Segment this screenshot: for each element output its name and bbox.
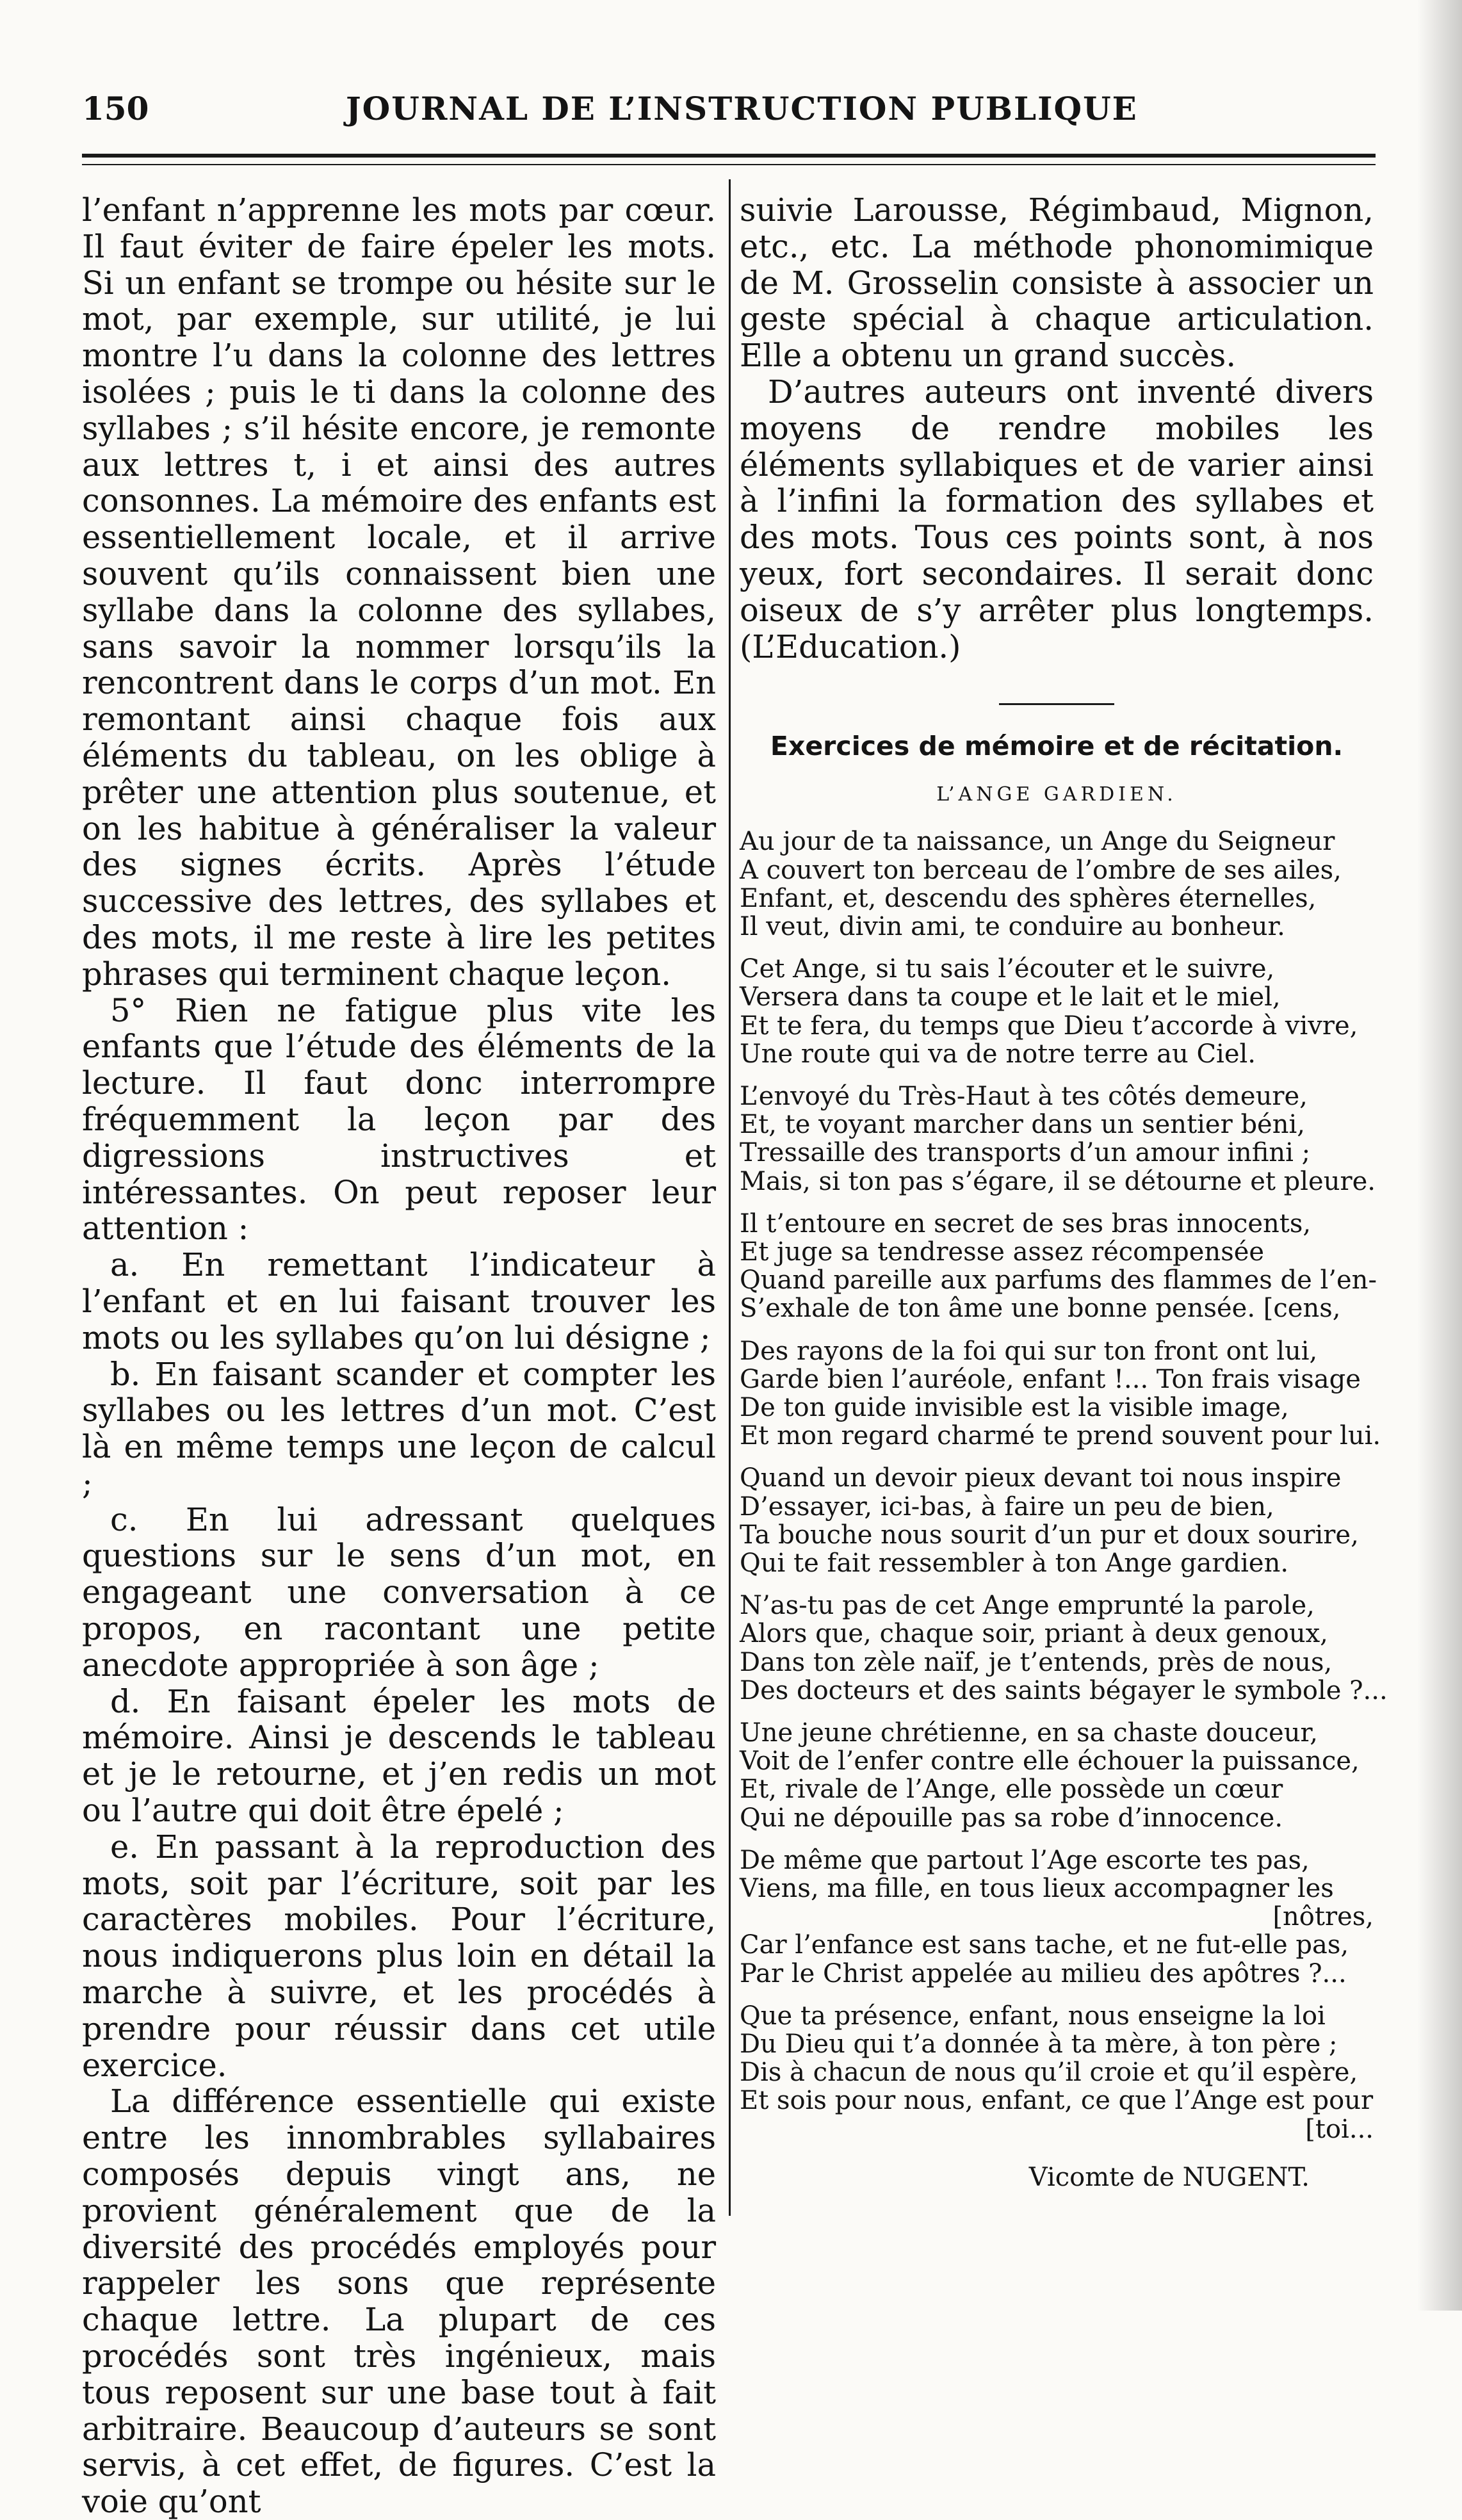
- stanza: [740, 955, 1374, 1068]
- poem-line: Quand pareille aux parfums des flammes de l’en-: [740, 1265, 1377, 1296]
- poem-line: Qui te fait ressembler à ton Ange gardien.: [740, 1549, 1289, 1579]
- stanza: [740, 2002, 1374, 2143]
- section-heading: Exercices de mémoire et de récitation.: [770, 731, 1344, 762]
- stanza: [740, 1464, 1374, 1577]
- poem-line: Des rayons de la foi qui sur ton front ont lui,: [740, 1336, 1318, 1366]
- paragraph: La différence essentielle qui existe entre les innombrables syllabaires composés depuis vingt ans, ne provient généralement que de la diversité des procédés employés pour rappeler les sons que représente chaque lettre. La plupart de ces procédés sont très ingénieux, mais tous reposent sur une base tout à fait arbitraire. Beaucoup d’auteurs se sont servis, à cet effet, de figures. C’est la voie qu’ont: [82, 2083, 716, 2520]
- poem-line: A couvert ton berceau de l’ombre de ses ailes,: [740, 855, 1342, 885]
- section-separator: [999, 703, 1114, 705]
- poem-line: Mais, si ton pas s’égare, il se détourne et pleure.: [740, 1166, 1376, 1196]
- stanza: [740, 1082, 1374, 1196]
- poem-line: Que ta présence, enfant, nous enseigne la loi: [740, 2001, 1326, 2031]
- poem-line: Et mon regard charmé te prend souvent pour lui.: [740, 1421, 1381, 1451]
- poem-line: Tressaille des transports d’un amour infini ;: [740, 1138, 1311, 1168]
- poem-line: Dis à chacun de nous qu’il croie et qu’il espère,: [740, 2058, 1358, 2088]
- poem-line: [nôtres,: [1272, 1902, 1374, 1932]
- stanza: [740, 1719, 1374, 1832]
- poem-line: S’exhale de ton âme une bonne pensée. [cens,: [740, 1294, 1341, 1324]
- poem-line: Versera dans ta coupe et le lait et le miel,: [740, 982, 1281, 1012]
- poem-line: Par le Christ appelée au milieu des apôtres ?...: [740, 1958, 1347, 1988]
- poem-line: Et sois pour nous, enfant, ce que l’Ange est pour: [740, 2086, 1374, 2116]
- poem-line: De même que partout l’Age escorte tes pas,: [740, 1845, 1310, 1875]
- stanza: [740, 1336, 1381, 1451]
- stanza: [740, 827, 1374, 941]
- stanza: [740, 1591, 1388, 1705]
- header-rule: [82, 154, 1376, 158]
- poem-line: Et juge sa tendresse assez récompensée: [740, 1237, 1265, 1267]
- poem-line: Voit de l’enfer contre elle échouer la puissance,: [740, 1746, 1360, 1776]
- stanza: [740, 1208, 1377, 1324]
- poem-line: [toi...: [1305, 2114, 1374, 2144]
- poem-line: Enfant, et, descendu des sphères éternelles,: [740, 883, 1317, 913]
- poem-line: Qui ne dépouille pas sa robe d’innocence.: [740, 1803, 1283, 1833]
- paragraph: D’autres auteurs ont inventé divers moyens de rendre mobiles les éléments syllabiques et de varier ainsi à l’infini la formation des syllabes et des mots. Tous ces points sont, à nos yeux, fort secondaires. Il serait donc oiseux de s’y arrêter plus longtemps. (L’Education.): [740, 373, 1374, 665]
- poem-line: Au jour de ta naissance, un Ange du Seigneur: [740, 827, 1335, 857]
- poem-line: Il veut, divin ami, te conduire au bonheur.: [740, 911, 1285, 941]
- left-column: [82, 192, 716, 2520]
- poem-line: Car l’enfance est sans tache, et ne fut-elle pas,: [740, 1930, 1349, 1960]
- running-title: JOURNAL DE L’INSTRUCTION PUBLIQUE: [346, 90, 1138, 127]
- poem-line: Et te fera, du temps que Dieu t’accorde à vivre,: [740, 1011, 1358, 1041]
- poem-title: L’ANGE GARDIEN.: [936, 783, 1177, 806]
- paragraph: 5° Rien ne fatigue plus vite les enfants que l’étude des éléments de la lecture. Il faut donc interrompre fréquemment la leçon par des digressions instructives et intéressantes. On peut reposer leur attention :: [82, 991, 716, 1248]
- poem-line: Ta bouche nous sourit d’un pur et doux sourire,: [740, 1520, 1359, 1550]
- poem-line: Garde bien l’auréole, enfant !... Ton frais visage: [740, 1364, 1361, 1394]
- poem: [740, 827, 1388, 2144]
- attribution: Vicomte de NUGENT.: [1028, 2162, 1310, 2192]
- poem-line: D’essayer, ici-bas, à faire un peu de bien,: [740, 1492, 1274, 1522]
- stanza: [740, 1846, 1374, 1988]
- poem-line: Des docteurs et des saints bégayer le symbole ?...: [740, 1675, 1388, 1705]
- paragraph: l’enfant n’apprenne les mots par cœur. Il faut éviter de faire épeler les mots. Si un enfant se trompe ou hésite sur le mot, par exemple, sur utilité, je lui montre l’u dans la colonne des lettres isolées ; puis le ti dans la colonne des syllabes ; s’il hésite encore, je remonte aux lettres t, i et ainsi des autres consonnes. La mémoire des enfants est essentiellement locale, et il arrive souvent qu’ils connaissent bien une syllabe dans la colonne des syllabes, sans savoir la nommer lorsqu’ils la rencontrent dans le corps d’un mot. En remontant ainsi chaque fois aux éléments du tableau, on les oblige à prêter une attention plus soutenue, et on les habitue à généraliser la valeur des signes écrits. Après l’étude successive des lettres, des syllabes et des mots, il me reste à lire les petites phrases qui terminent chaque leçon.: [82, 191, 716, 993]
- poem-line: Et, rivale de l’Ange, elle possède un cœur: [740, 1775, 1283, 1805]
- page-number: 150: [82, 90, 149, 127]
- list-item: b. En faisant scander et compter les syllabes ou les lettres d’un mot. C’est là en même temps une leçon de calcul ;: [82, 1355, 716, 1502]
- list-item: c. En lui adressant quelques questions sur le sens d’un mot, en engageant une conversation à ce propos, en racontant une petite anecdote appropriée à son âge ;: [82, 1500, 716, 1684]
- poem-line: Viens, ma fille, en tous lieux accompagner les: [740, 1874, 1334, 1904]
- list-item: a. En remettant l’indicateur à l’enfant et en lui faisant trouver les mots ou les syllabes qu’on lui désigne ;: [82, 1246, 716, 1356]
- poem-line: De ton guide invisible est la visible image,: [740, 1393, 1289, 1423]
- right-column: [740, 191, 1388, 2192]
- poem-line: Une route qui va de notre terre au Ciel.: [740, 1039, 1256, 1069]
- poem-line: Et, te voyant marcher dans un sentier béni,: [740, 1110, 1305, 1140]
- poem-line: Une jeune chrétienne, en sa chaste douceur,: [740, 1718, 1318, 1748]
- poem-line: Alors que, chaque soir, priant à deux genoux,: [740, 1619, 1328, 1649]
- poem-line: L’envoyé du Très-Haut à tes côtés demeure,: [740, 1081, 1308, 1111]
- poem-line: Quand un devoir pieux devant toi nous inspire: [740, 1463, 1342, 1493]
- poem-line: Du Dieu qui t’a donnée à ta mère, à ton père ;: [740, 2029, 1338, 2060]
- header-rule-thin: [82, 164, 1376, 165]
- list-item: d. En faisant épeler les mots de mémoire. Ainsi je descends le tableau et je le retourne, et j’en redis un mot ou l’autre qui doit être épelé ;: [82, 1682, 716, 1830]
- paragraph: suivie Larousse, Régimbaud, Mignon, etc., etc. La méthode phonomimique de M. Grosselin consiste à associer un geste spécial à chaque articulation. Elle a obtenu un grand succès.: [740, 191, 1374, 375]
- poem-line: Cet Ange, si tu sais l’écouter et le suivre,: [740, 954, 1275, 984]
- list-item: e. En passant à la reproduction des mots, soit par l’écriture, soit par les caractères mobiles. Pour l’écriture, nous indiquerons plus loin en détail la marche à suivre, et les procédés à prendre pour réussir dans cet utile exercice.: [82, 1828, 716, 2084]
- poem-line: Dans ton zèle naïf, je t’entends, près de nous,: [740, 1647, 1333, 1677]
- poem-line: Il t’entoure en secret de ses bras innocents,: [740, 1208, 1312, 1239]
- column-divider: [729, 179, 731, 2216]
- page-edge-shadow: [1417, 0, 1462, 2311]
- poem-line: N’as-tu pas de cet Ange emprunté la parole,: [740, 1591, 1315, 1621]
